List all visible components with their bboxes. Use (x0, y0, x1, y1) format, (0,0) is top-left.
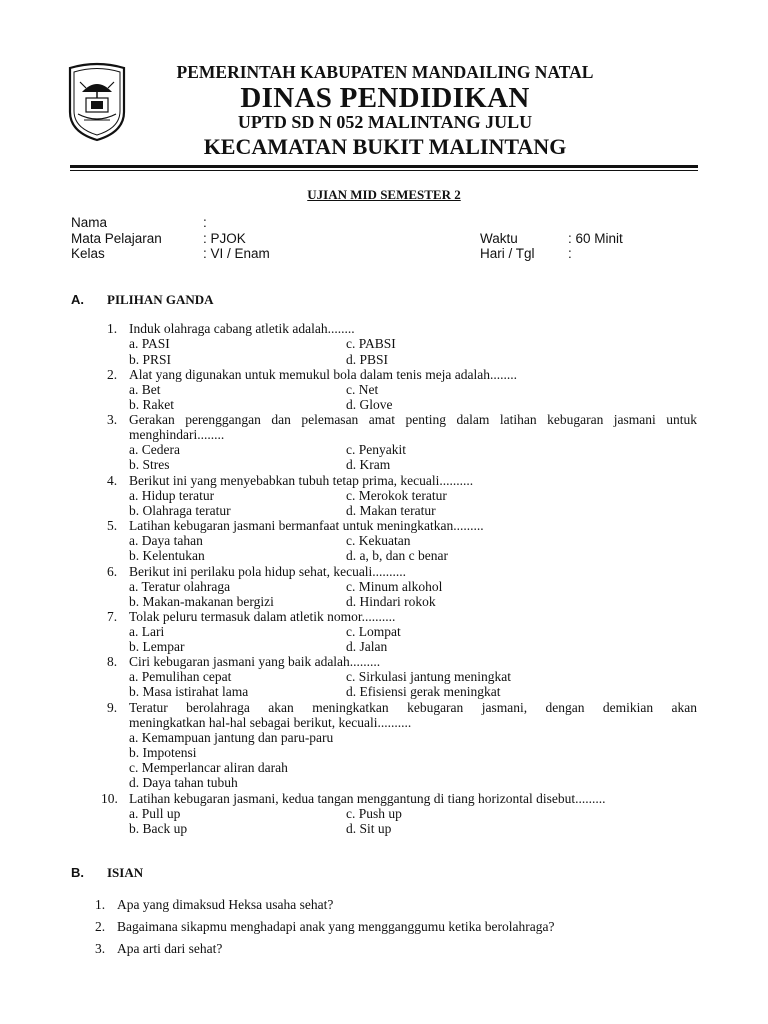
waktu-label: Waktu (480, 231, 518, 246)
question-text: Gerakan perenggangan dan pelemasan amat penting dalam latihan kebugaran jasmani untuk (129, 412, 697, 427)
option-c: c. Sirkulasi jantung meningkat (346, 669, 511, 684)
question-number: 10. (101, 791, 118, 806)
question-text: Induk olahraga cabang atletik adalah........ (129, 321, 355, 336)
option-b: b. Kelentukan (129, 548, 205, 563)
option-c: c. Push up (346, 806, 402, 821)
govt-header-line: PEMERINTAH KABUPATEN MANDAILING NATAL (176, 62, 594, 82)
option-b: b. Impotensi (129, 745, 197, 760)
question-text: Berikut ini perilaku pola hidup sehat, kecuali.......... (129, 564, 407, 579)
exam-title: UJIAN MID SEMESTER 2 (307, 187, 461, 202)
option-a: a. Bet (129, 382, 161, 397)
option-b: b. Lempar (129, 639, 185, 654)
option-a: a. Lari (129, 624, 165, 639)
question-number: 9. (107, 700, 118, 715)
header-divider-thin (70, 170, 698, 171)
question-text: Berikut ini yang menyebabkan tubuh tetap prima, kecuali.......... (129, 473, 474, 488)
question-number: 7. (107, 609, 118, 624)
section-b-title: ISIAN (107, 865, 144, 880)
question-text: Latihan kebugaran jasmani, kedua tangan menggantung di tiang horizontal disebut......... (129, 791, 606, 806)
option-a: a. PASI (129, 336, 170, 351)
question-number: 6. (107, 564, 118, 579)
option-a: a. Pemulihan cepat (129, 669, 232, 684)
section-a-title: PILIHAN GANDA (107, 292, 214, 307)
question-text-continued: menghindari........ (129, 427, 225, 442)
option-c: c. Kekuatan (346, 533, 411, 548)
option-c: c. PABSI (346, 336, 396, 351)
question-text: Teratur berolahraga akan meningkatkan kebugaran jasmani, dengan demikian akan (129, 700, 697, 715)
nama-value: : (203, 215, 207, 230)
isian-question: Apa arti dari sehat? (117, 941, 223, 956)
option-a: a. Cedera (129, 442, 180, 457)
kelas-label: Kelas (71, 246, 105, 261)
kelas-value: : VI / Enam (203, 246, 270, 261)
waktu-value: : 60 Minit (568, 231, 623, 246)
question-number: 8. (107, 654, 118, 669)
option-d: d. Jalan (346, 639, 388, 654)
question-text-continued: meningkatkan hal-hal sebagai berikut, kecuali.......... (129, 715, 412, 730)
option-d: d. PBSI (346, 352, 389, 367)
question-text: Ciri kebugaran jasmani yang baik adalah......... (129, 654, 381, 669)
isian-number: 3. (95, 941, 106, 956)
hari-value: : (568, 246, 572, 261)
section-b-letter: B. (71, 865, 84, 880)
option-d: d. a, b, dan c benar (346, 548, 448, 563)
question-number: 5. (107, 518, 118, 533)
option-c: c. Minum alkohol (346, 579, 443, 594)
header-divider-thick (70, 165, 698, 168)
isian-number: 1. (95, 897, 106, 912)
question-text: Tolak peluru termasuk dalam atletik nomor.......... (129, 609, 396, 624)
isian-number: 2. (95, 919, 106, 934)
option-d: d. Sit up (346, 821, 392, 836)
option-b: b. Makan-makanan bergizi (129, 594, 274, 609)
option-a: a. Kemampuan jantung dan paru-paru (129, 730, 334, 745)
nama-label: Nama (71, 215, 108, 230)
question-number: 4. (107, 473, 118, 488)
option-c: c. Penyakit (346, 442, 406, 457)
department-title: DINAS PENDIDIKAN (240, 82, 530, 114)
option-d: d. Makan teratur (346, 503, 436, 518)
question-text: Latihan kebugaran jasmani bermanfaat untuk meningkatkan......... (129, 518, 484, 533)
mapel-value: : PJOK (203, 231, 246, 246)
question-number: 1. (107, 321, 118, 336)
isian-question: Apa yang dimaksud Heksa usaha sehat? (117, 897, 334, 912)
option-a: a. Hidup teratur (129, 488, 215, 503)
option-b: b. PRSI (129, 352, 172, 367)
regency-emblem-logo (66, 62, 128, 142)
isian-question: Bagaimana sikapmu menghadapi anak yang mengganggumu ketika berolahraga? (117, 919, 555, 934)
option-a: a. Pull up (129, 806, 181, 821)
option-b: b. Raket (129, 397, 174, 412)
option-b: b. Stres (129, 457, 170, 472)
option-d: d. Daya tahan tubuh (129, 775, 238, 790)
option-d: d. Glove (346, 397, 393, 412)
option-c: c. Merokok teratur (346, 488, 447, 503)
option-d: d. Hindari rokok (346, 594, 436, 609)
option-c: c. Net (346, 382, 379, 397)
hari-label: Hari / Tgl (480, 246, 535, 261)
school-name: UPTD SD N 052 MALINTANG JULU (237, 112, 533, 132)
question-number: 2. (107, 367, 118, 382)
district-name: KECAMATAN BUKIT MALINTANG (203, 134, 567, 159)
option-b: b. Back up (129, 821, 188, 836)
option-c: c. Lompat (346, 624, 401, 639)
option-d: d. Kram (346, 457, 391, 472)
option-a: a. Teratur olahraga (129, 579, 231, 594)
option-a: a. Daya tahan (129, 533, 203, 548)
section-a-letter: A. (71, 292, 84, 307)
option-b: b. Masa istirahat lama (129, 684, 249, 699)
option-d: d. Efisiensi gerak meningkat (346, 684, 501, 699)
option-b: b. Olahraga teratur (129, 503, 231, 518)
question-text: Alat yang digunakan untuk memukul bola dalam tenis meja adalah........ (129, 367, 518, 382)
mapel-label: Mata Pelajaran (71, 231, 162, 246)
question-number: 3. (107, 412, 118, 427)
option-c: c. Memperlancar aliran darah (129, 760, 288, 775)
